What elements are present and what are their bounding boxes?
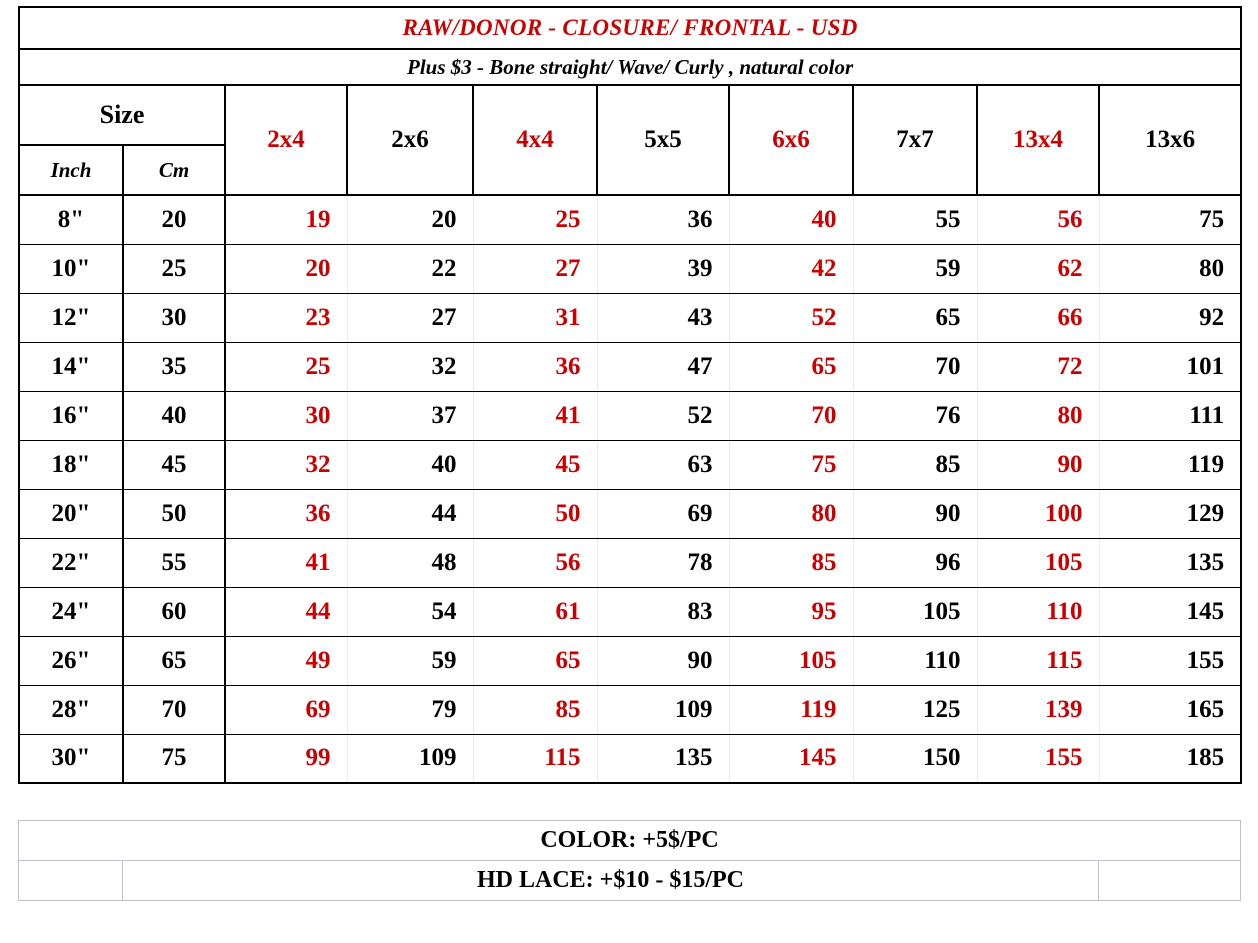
price-table-body: [19, 7, 1241, 783]
row-cm: 40: [123, 391, 225, 440]
page-subtitle: Plus $3 - Bone straight/ Wave/ Curly , natural color: [19, 49, 1241, 85]
price-cell: 45: [473, 440, 597, 489]
row-cm: 20: [123, 195, 225, 244]
price-cell: 75: [729, 440, 853, 489]
price-cell: 44: [225, 587, 347, 636]
price-cell: 80: [977, 391, 1099, 440]
price-cell: 20: [225, 244, 347, 293]
column-header-7x7: 7x7: [853, 85, 977, 195]
price-cell: 42: [729, 244, 853, 293]
subtitle-row: [19, 49, 1241, 85]
price-cell: 78: [597, 538, 729, 587]
price-cell: 52: [729, 293, 853, 342]
price-cell: 40: [347, 440, 473, 489]
price-cell: 47: [597, 342, 729, 391]
note-hd-lace: HD LACE: +$10 - $15/PC: [123, 861, 1099, 901]
price-cell: 185: [1099, 734, 1241, 783]
price-cell: 80: [729, 489, 853, 538]
price-cell: 39: [597, 244, 729, 293]
price-cell: 59: [853, 244, 977, 293]
price-cell: 90: [853, 489, 977, 538]
price-cell: 32: [347, 342, 473, 391]
price-cell: 36: [473, 342, 597, 391]
price-cell: 92: [1099, 293, 1241, 342]
table-row: [19, 342, 1241, 391]
price-cell: 23: [225, 293, 347, 342]
price-cell: 37: [347, 391, 473, 440]
price-cell: 66: [977, 293, 1099, 342]
row-cm: 35: [123, 342, 225, 391]
price-cell: 54: [347, 587, 473, 636]
unit-header-cm: Cm: [123, 145, 225, 195]
price-cell: 43: [597, 293, 729, 342]
price-cell: 36: [597, 195, 729, 244]
table-row: [19, 440, 1241, 489]
price-cell: 115: [473, 734, 597, 783]
price-cell: 165: [1099, 685, 1241, 734]
price-table: [18, 6, 1242, 784]
price-cell: 83: [597, 587, 729, 636]
price-cell: 63: [597, 440, 729, 489]
note-spacer-left: [19, 861, 123, 901]
row-inch: 24": [19, 587, 123, 636]
row-inch: 14": [19, 342, 123, 391]
price-cell: 30: [225, 391, 347, 440]
header-row-size: [19, 85, 1241, 145]
price-cell: 62: [977, 244, 1099, 293]
price-cell: 111: [1099, 391, 1241, 440]
price-cell: 90: [597, 636, 729, 685]
price-cell: 90: [977, 440, 1099, 489]
page-title: RAW/DONOR - CLOSURE/ FRONTAL - USD: [19, 7, 1241, 49]
price-cell: 25: [225, 342, 347, 391]
price-cell: 22: [347, 244, 473, 293]
price-cell: 110: [977, 587, 1099, 636]
row-cm: 45: [123, 440, 225, 489]
row-cm: 55: [123, 538, 225, 587]
price-cell: 135: [1099, 538, 1241, 587]
note-spacer-right: [1099, 861, 1241, 901]
column-header-4x4: 4x4: [473, 85, 597, 195]
column-header-13x6: 13x6: [1099, 85, 1241, 195]
price-cell: 49: [225, 636, 347, 685]
row-cm: 25: [123, 244, 225, 293]
price-cell: 80: [1099, 244, 1241, 293]
price-cell: 69: [225, 685, 347, 734]
row-cm: 65: [123, 636, 225, 685]
price-cell: 105: [977, 538, 1099, 587]
row-cm: 75: [123, 734, 225, 783]
row-cm: 30: [123, 293, 225, 342]
price-cell: 27: [473, 244, 597, 293]
price-cell: 129: [1099, 489, 1241, 538]
price-cell: 56: [473, 538, 597, 587]
column-header-6x6: 6x6: [729, 85, 853, 195]
note-row-color: [19, 821, 1241, 861]
price-cell: 69: [597, 489, 729, 538]
price-cell: 96: [853, 538, 977, 587]
price-cell: 70: [729, 391, 853, 440]
row-inch: 26": [19, 636, 123, 685]
price-cell: 65: [473, 636, 597, 685]
price-cell: 125: [853, 685, 977, 734]
price-cell: 109: [597, 685, 729, 734]
note-row-hd-lace: [19, 861, 1241, 901]
price-cell: 19: [225, 195, 347, 244]
price-cell: 48: [347, 538, 473, 587]
price-cell: 105: [729, 636, 853, 685]
price-cell: 25: [473, 195, 597, 244]
column-header-5x5: 5x5: [597, 85, 729, 195]
row-inch: 20": [19, 489, 123, 538]
price-cell: 32: [225, 440, 347, 489]
column-header-2x6: 2x6: [347, 85, 473, 195]
row-cm: 60: [123, 587, 225, 636]
row-cm: 50: [123, 489, 225, 538]
price-cell: 40: [729, 195, 853, 244]
price-cell: 109: [347, 734, 473, 783]
price-cell: 65: [729, 342, 853, 391]
row-inch: 12": [19, 293, 123, 342]
price-cell: 52: [597, 391, 729, 440]
table-row: [19, 734, 1241, 783]
price-cell: 27: [347, 293, 473, 342]
price-cell: 139: [977, 685, 1099, 734]
price-cell: 85: [473, 685, 597, 734]
price-cell: 20: [347, 195, 473, 244]
price-cell: 44: [347, 489, 473, 538]
price-cell: 85: [853, 440, 977, 489]
price-cell: 56: [977, 195, 1099, 244]
table-row: [19, 195, 1241, 244]
price-cell: 145: [729, 734, 853, 783]
note-color: COLOR: +5$/PC: [19, 821, 1241, 861]
price-cell: 55: [853, 195, 977, 244]
price-cell: 101: [1099, 342, 1241, 391]
price-cell: 36: [225, 489, 347, 538]
price-cell: 105: [853, 587, 977, 636]
table-row: [19, 685, 1241, 734]
column-header-2x4: 2x4: [225, 85, 347, 195]
table-row: [19, 538, 1241, 587]
title-row: [19, 7, 1241, 49]
price-cell: 50: [473, 489, 597, 538]
price-cell: 119: [729, 685, 853, 734]
row-inch: 22": [19, 538, 123, 587]
price-cell: 41: [473, 391, 597, 440]
price-cell: 145: [1099, 587, 1241, 636]
row-inch: 28": [19, 685, 123, 734]
price-cell: 100: [977, 489, 1099, 538]
row-inch: 16": [19, 391, 123, 440]
price-cell: 70: [853, 342, 977, 391]
price-cell: 41: [225, 538, 347, 587]
notes-table: [18, 820, 1241, 901]
price-cell: 135: [597, 734, 729, 783]
price-cell: 85: [729, 538, 853, 587]
price-cell: 115: [977, 636, 1099, 685]
table-row: [19, 391, 1241, 440]
table-row: [19, 636, 1241, 685]
price-cell: 95: [729, 587, 853, 636]
size-header: Size: [19, 85, 225, 145]
price-cell: 150: [853, 734, 977, 783]
price-cell: 119: [1099, 440, 1241, 489]
row-inch: 18": [19, 440, 123, 489]
price-cell: 31: [473, 293, 597, 342]
price-cell: 72: [977, 342, 1099, 391]
price-cell: 75: [1099, 195, 1241, 244]
price-cell: 155: [1099, 636, 1241, 685]
table-row: [19, 587, 1241, 636]
unit-header-inch: Inch: [19, 145, 123, 195]
price-cell: 99: [225, 734, 347, 783]
row-inch: 10": [19, 244, 123, 293]
price-cell: 155: [977, 734, 1099, 783]
row-cm: 70: [123, 685, 225, 734]
row-inch: 8": [19, 195, 123, 244]
price-cell: 76: [853, 391, 977, 440]
column-header-13x4: 13x4: [977, 85, 1099, 195]
table-row: [19, 293, 1241, 342]
table-row: [19, 489, 1241, 538]
notes-table-body: [19, 821, 1241, 901]
price-cell: 110: [853, 636, 977, 685]
price-cell: 65: [853, 293, 977, 342]
row-inch: 30": [19, 734, 123, 783]
price-cell: 79: [347, 685, 473, 734]
price-cell: 59: [347, 636, 473, 685]
price-cell: 61: [473, 587, 597, 636]
table-row: [19, 244, 1241, 293]
